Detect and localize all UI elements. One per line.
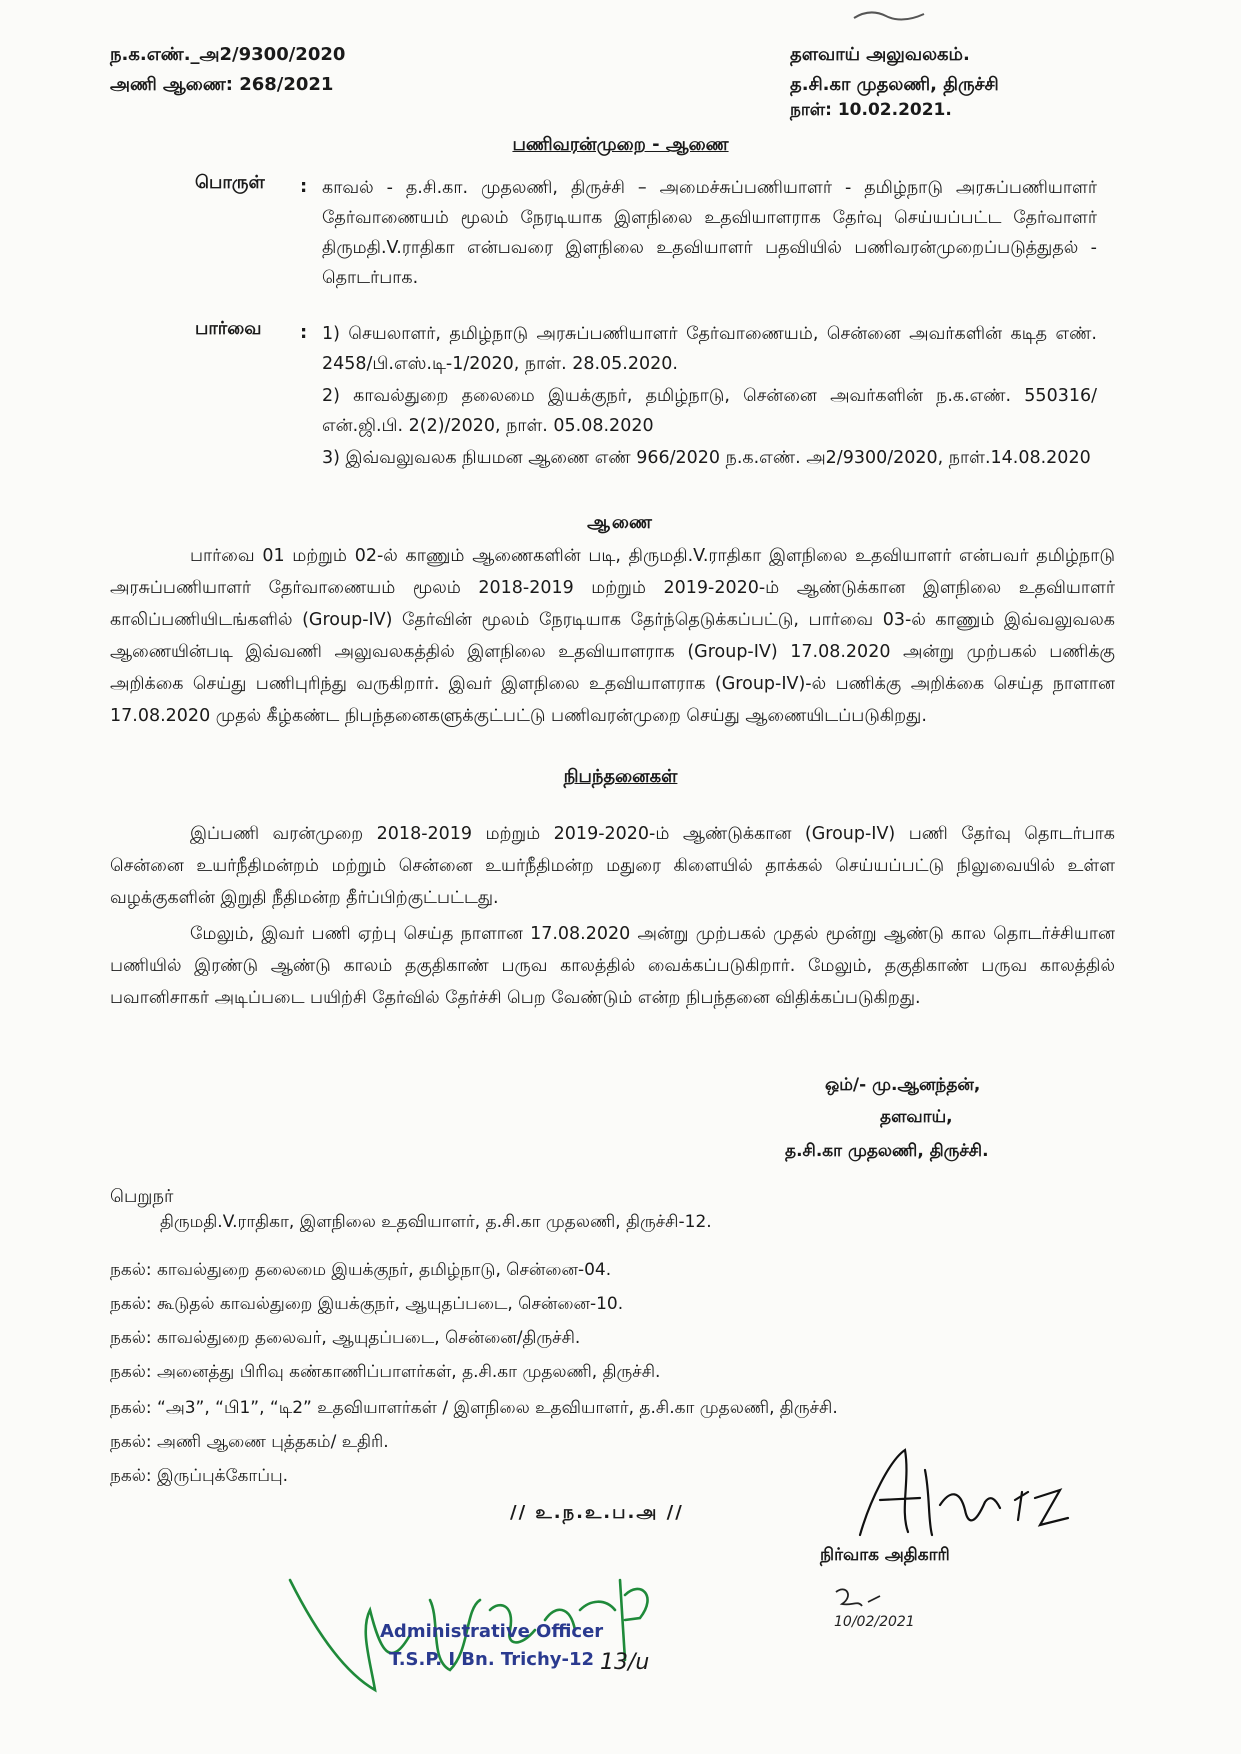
body-paragraph: பார்வை 01 மற்றும் 02-ல் காணும் ஆணைகளின் படி, திருமதி.V.ராதிகா இளநிலை உதவியாளர் என்பவர் தமிழ்நாடு அரசுப்பணியாளர் தேர்வாணையம் மூலம் 2018-2019 மற்றும் 2019-2020-ம் ஆண்டுக்கான இளநிலை உதவியாளர் காலிப்பணியிடங்களில் (Group-IV) தேர்வின் மூலம் நேரடியாக தேர்ந்தெடுக்கப்பட்டு, பார்வை 03-ல் காணும் இவ்வலுவலக ஆணையின்படி இவ்வணி அலுவலகத்தில் இளநிலை உதவியாளராக (Group-IV) 17.08.2020 அன்று முற்பகல் பணிக்கு அறிக்கை செய்து பணிபுரிந்து வருகிறார். இவர் இளநிலை உதவியாளராக (Group-IV)-ல் பணிக்கு அறிக்கை செய்த நாளான 17.08.2020 முதல் கீழ்கண்ட நிபந்தனைகளுக்குட்பட்டு பணிவரன்முறை செய்து ஆணையிடப்படுகிறது.: [110, 546, 1115, 726]
handwritten-initials: 13/u: [600, 1650, 650, 1675]
copy-line-4: நகல்: அனைத்து பிரிவு கண்காணிப்பாளர்கள், த.சி.கா முதலணி, திருச்சி.: [110, 1362, 661, 1382]
stamp-line-2: T.S.P. I Bn. Trichy-12: [389, 1649, 595, 1670]
signatory-name: ஒம்/- மு.ஆனந்தன்,: [825, 1075, 981, 1095]
header-right: [790, 40, 999, 100]
conditions-title: [0, 766, 1241, 789]
reference-item-2: 2) காவல்துறை தலைமை இயக்குநர், தமிழ்நாடு, சென்னை அவர்களின் ந.க.எண். 550316/என்.ஜி.பி. 2(2)/2020, நாள். 05.08.2020: [322, 386, 1097, 436]
copy-line-7: நகல்: இருப்புக்கோப்பு.: [110, 1466, 289, 1486]
handwritten-date-note: [828, 1582, 968, 1632]
reference-item-1: 1) செயலாளர், தமிழ்நாடு அரசுப்பணியாளர் தேர்வாணையம், சென்னை அவர்களின் கடித எண். 2458/பி.எஸ்.டி-1/2020, நாள். 28.05.2020.: [322, 324, 1097, 374]
reference-item-3: 3) இவ்வலுவலக நியமன ஆணை எண் 966/2020 ந.க.எண். அ2/9300/2020, நாள்.14.08.2020: [322, 448, 1091, 468]
officer-label: நிர்வாக அதிகாரி: [820, 1545, 950, 1565]
condition-1: இப்பணி வரன்முறை 2018-2019 மற்றும் 2019-2020-ம் ஆண்டுக்கான (Group-IV) பணி தேர்வு தொடர்பாக சென்னை உயர்நீதிமன்றம் மற்றும் சென்னை உயர்நீதிமன்ற மதுரை கிளையில் தாக்கல் செய்யப்பட்டு நிலுவையில் உள்ள வழக்குகளின் இறுதி நீதிமன்ற தீர்ப்பிற்குட்பட்டது.: [110, 824, 1115, 908]
signatory-designation: தளவாய்,: [880, 1107, 953, 1127]
reference-number: ந.க.எண்._அ2/9300/2020: [110, 44, 346, 65]
copy-line-1: நகல்: காவல்துறை தலைமை இயக்குநர், தமிழ்நாடு, சென்னை-04.: [110, 1260, 612, 1280]
top-scribble-mark: [850, 6, 930, 26]
officer-stamp: [380, 1618, 603, 1674]
officer-signature: [850, 1440, 1090, 1550]
copy-line-3: நகல்: காவல்துறை தலைவர், ஆயுதப்படை, சென்னை/திருச்சி.: [110, 1328, 581, 1348]
reference-label: பார்வை: [195, 318, 262, 339]
reference-colon: :: [300, 322, 308, 343]
order-date: நாள்: 10.02.2021.: [790, 100, 952, 120]
recipient-label: பெறுநர்: [110, 1186, 174, 1207]
subject-colon: :: [300, 176, 308, 197]
unit-name: த.சி.கா முதலணி, திருச்சி: [790, 74, 999, 95]
order-ornament: ஆணை: [587, 512, 654, 533]
subject-text: காவல் - த.சி.கா. முதலணி, திருச்சி – அமைச்சுப்பணியாளர் - தமிழ்நாடு அரசுப்பணியாளர் தேர்வாணையம் மூலம் நேரடியாக இளநிலை உதவியாளராக தேர்வு செய்யப்பட்ட தேர்வாளர் திருமதி.V.ராதிகா என்பவரை இளநிலை உதவியாளர் பதவியில் பணிவரன்முறைப்படுத்துதல் - தொடர்பாக.: [322, 178, 1097, 288]
conditions-title-text: நிபந்தனைகள்: [563, 766, 678, 787]
document-title: [0, 134, 1241, 157]
date-note-text: 10/02/2021: [834, 1614, 915, 1630]
recipient-text: திருமதி.V.ராதிகா, இளநிலை உதவியாளர், த.சி.கா முதலணி, திருச்சி-12.: [160, 1212, 712, 1232]
closing-mark: // உ.ந.உ.ப.அ //: [510, 1502, 684, 1523]
copy-line-6: நகல்: அணி ஆணை புத்தகம்/ உதிரி.: [110, 1432, 389, 1452]
signatory-unit: த.சி.கா முதலணி, திருச்சி.: [785, 1141, 989, 1161]
order-number: அணி ஆணை: 268/2021: [110, 74, 334, 95]
document-title-text: பணிவரன்முறை - ஆணை: [512, 134, 729, 155]
subject-label: பொருள்: [195, 172, 265, 193]
office-name: தளவாய் அலுவலகம்.: [790, 44, 970, 65]
copy-line-5: நகல்: “அ3”, “பி1”, “டி2” உதவியாளர்கள் / இளநிலை உதவியாளர், த.சி.கா முதலணி, திருச்சி.: [110, 1398, 838, 1418]
header-left: [110, 40, 345, 100]
stamp-line-1: Administrative Officer: [380, 1621, 604, 1642]
condition-2: மேலும், இவர் பணி ஏற்பு செய்த நாளான 17.08.2020 அன்று முற்பகல் முதல் மூன்று ஆண்டு கால தொடர்ச்சியான பணியில் இரண்டு ஆண்டு காலம் தகுதிகாண் பருவ காலத்தில் வைக்கப்படுகிறார். மேலும், தகுதிகாண் பருவ காலத்தில் பவானிசாகர் அடிப்படை பயிற்சி தேர்வில் தேர்ச்சி பெற வேண்டும் என்ற நிபந்தனை விதிக்கப்படுகிறது.: [110, 924, 1115, 1008]
copy-line-2: நகல்: கூடுதல் காவல்துறை இயக்குநர், ஆயுதப்படை, சென்னை-10.: [110, 1294, 624, 1314]
